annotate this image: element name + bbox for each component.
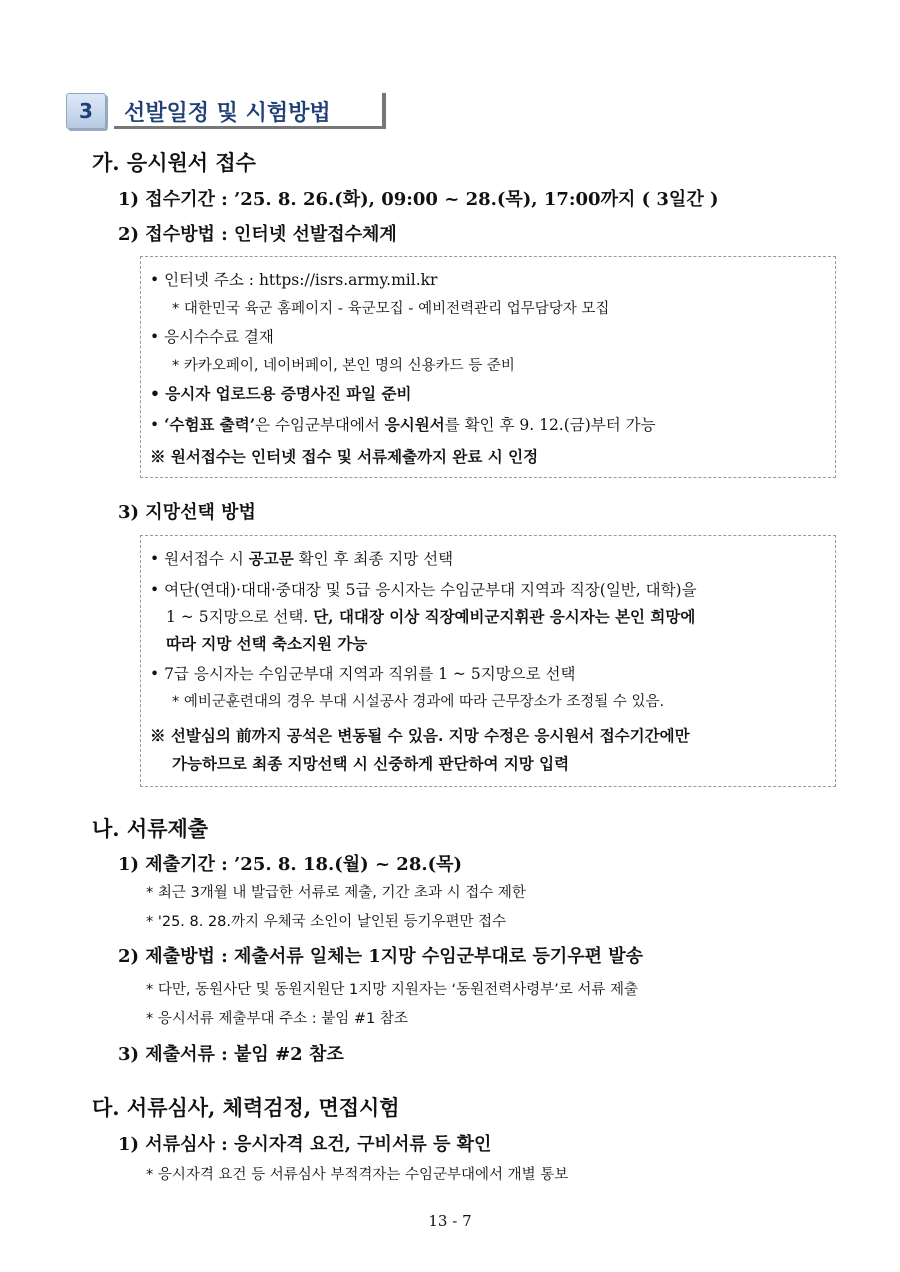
choice-bullet-1-post: 확인 후 최종 지망 선택 — [293, 550, 454, 568]
application-warning: ※ 원서접수는 인터넷 접수 및 서류제출까지 완료 시 인정 — [150, 447, 539, 466]
photo-upload: • 응시자 업로드용 증명사진 파일 준비 — [150, 384, 412, 403]
heading-ga: 가. 응시원서 접수 — [92, 150, 256, 175]
choice-bullet-3: • 7급 응시자는 수임군부대 지역과 직위를 1 ~ 5지망으로 선택 — [150, 665, 576, 683]
section-number-badge: 3 — [66, 93, 106, 129]
choice-warning-line2: 가능하므로 최종 지망선택 시 신중하게 판단하여 지망 입력 — [172, 754, 570, 773]
choice-bullet-2-line1: • 여단(연대)·대대·중대장 및 5급 응시자는 수임군부대 지역과 직장(일반, 대학)을 — [150, 581, 697, 599]
choice-bullet-2-line3: 따라 지망 선택 축소지원 가능 — [166, 634, 368, 653]
admission-ticket-line — [150, 413, 656, 435]
application-period: 1) 접수기간 : ’25. 8. 26.(화), 09:00 ~ 28.(목), 17:00까지 ( 3일간 ) — [118, 189, 719, 210]
choice-info-box — [140, 535, 836, 787]
submission-method-note-1: * 다만, 동원사단 및 동원지원단 1지망 지원자는 ‘동원전력사령부’로 서류 제출 — [146, 982, 638, 998]
internet-address: • 인터넷 주소 : https://isrs.army.mil.kr — [150, 271, 438, 289]
submission-period-note-2: * '25. 8. 28.까지 우체국 소인이 날인된 등기우편만 접수 — [146, 914, 507, 930]
internet-address-note: * 대한민국 육군 홈페이지 - 육군모집 - 예비전력관리 업무담당자 모집 — [172, 301, 610, 317]
notice-bold: 공고문 — [248, 549, 294, 568]
choice-method-heading: 3) 지망선택 방법 — [118, 502, 256, 523]
choice-bullet-2-line2 — [166, 605, 695, 627]
page-number: 13 - 7 — [428, 1212, 472, 1230]
submission-period-note-1: * 최근 3개월 내 발급한 서류로 제출, 기간 초과 시 접수 제한 — [146, 885, 526, 901]
application-form-bold: 응시원서 — [384, 415, 445, 434]
submission-method: 2) 제출방법 : 제출서류 일체는 1지망 수임군부대로 등기우편 발송 — [118, 946, 644, 967]
submission-documents: 3) 제출서류 : 붙임 #2 참조 — [118, 1044, 344, 1065]
fee-payment-note: * 카카오페이, 네이버페이, 본인 명의 신용카드 등 준비 — [172, 358, 515, 374]
choice-warning-line1: ※ 선발심의 前까지 공석은 변동될 수 있음. 지망 수정은 응시원서 접수기간에만 — [150, 726, 690, 745]
admission-ticket-bullet: • — [150, 416, 165, 434]
document-review: 1) 서류심사 : 응시자격 요건, 구비서류 등 확인 — [118, 1134, 492, 1155]
admission-ticket-mid: 은 수임군부대에서 — [255, 416, 385, 434]
heading-na: 나. 서류제출 — [92, 816, 209, 841]
choice-bullet-1-pre: • 원서접수 시 — [150, 550, 249, 568]
heading-da: 다. 서류심사, 체력검정, 면접시험 — [92, 1095, 400, 1120]
submission-period: 1) 제출기간 : ’25. 8. 18.(월) ~ 28.(목) — [118, 854, 463, 875]
choice-bullet-1 — [150, 547, 453, 569]
choice-bullet-3-note: * 예비군훈련대의 경우 부대 시설공사 경과에 따라 근무장소가 조정될 수 있음. — [172, 694, 665, 710]
application-method: 2) 접수방법 : 인터넷 선발접수체계 — [118, 224, 397, 245]
section-title: 선발일정 및 시험방법 — [124, 101, 331, 126]
admission-ticket-post: 를 확인 후 9. 12.(금)부터 가능 — [444, 416, 656, 434]
submission-method-note-2: * 응시서류 제출부대 주소 : 붙임 #1 참조 — [146, 1011, 408, 1027]
choice-bullet-2-line2-pre: 1 ~ 5지망으로 선택. — [166, 608, 314, 626]
admission-ticket-bold: ‘수험표 출력’ — [164, 415, 256, 434]
document-review-note: * 응시자격 요건 등 서류심사 부적격자는 수임군부대에서 개별 통보 — [146, 1167, 569, 1183]
fee-payment: • 응시수수료 결재 — [150, 328, 274, 346]
choice-bullet-2-line2-bold: 단, 대대장 이상 직장예비군지휘관 응시자는 본인 희망에 — [313, 607, 696, 626]
